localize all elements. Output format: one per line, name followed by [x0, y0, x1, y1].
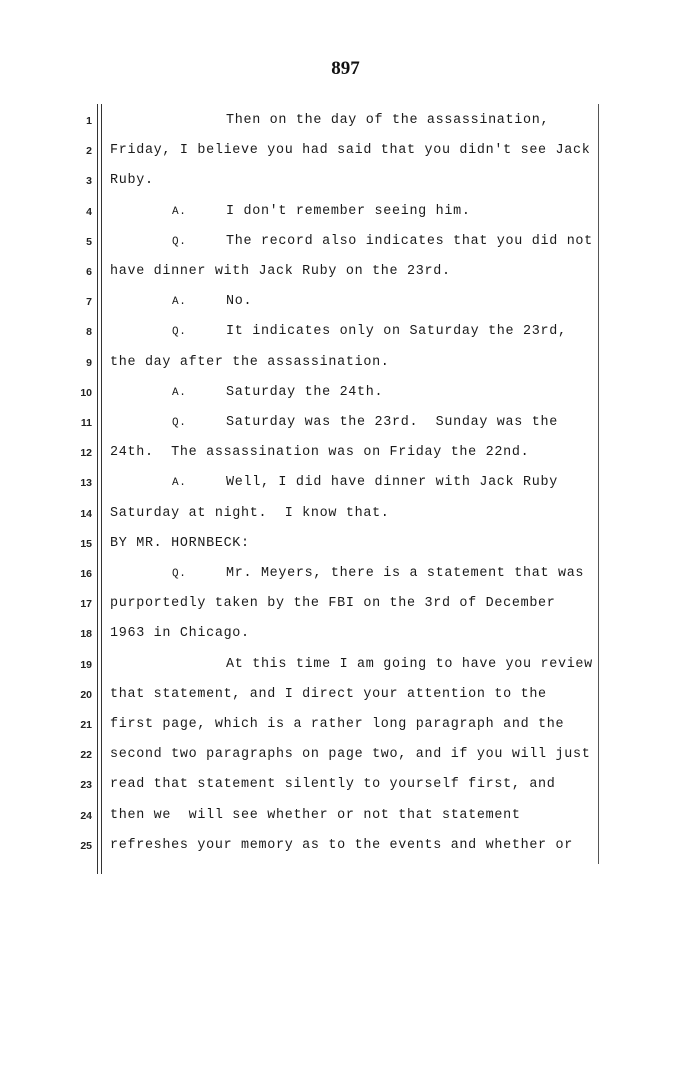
line-number: 16	[80, 568, 92, 580]
transcript-line	[0, 684, 691, 706]
line-text: have dinner with Jack Ruby on the 23rd.	[110, 264, 451, 279]
line-text: Saturday at night. I know that.	[110, 505, 390, 521]
line-number: 22	[80, 749, 92, 762]
line-text: second two paragraphs on page two, and if you will just	[110, 747, 591, 763]
qa-text: No.	[226, 294, 253, 310]
line-text: purportedly taken by the FBI on the 3rd of December	[110, 596, 556, 612]
line-number: 14	[80, 507, 92, 520]
transcript-line	[0, 231, 691, 253]
line-text: At this time I am going to have you review	[226, 656, 593, 672]
transcript-line	[0, 472, 691, 494]
line-number: 13	[80, 477, 92, 490]
transcript-line	[0, 623, 691, 645]
line-number: 8	[86, 326, 92, 339]
transcript-line	[0, 774, 691, 796]
transcript-line	[0, 835, 691, 857]
line-text: 1963 in Chicago.	[110, 626, 250, 642]
transcript-line	[0, 352, 691, 374]
qa-marker: A.	[172, 205, 187, 218]
transcript-line	[0, 533, 691, 555]
qa-marker: Q.	[172, 235, 187, 248]
transcript-line	[0, 412, 691, 434]
line-text: then we will see whether or not that statement	[110, 807, 521, 823]
transcript-line	[0, 654, 691, 676]
line-number: 18	[80, 628, 92, 641]
line-text	[172, 291, 252, 313]
transcript-line	[0, 714, 691, 736]
line-text	[172, 201, 471, 223]
line-number: 4	[86, 205, 92, 218]
transcript-line	[0, 442, 691, 464]
transcript-line	[0, 805, 691, 827]
line-number: 5	[86, 235, 92, 248]
line-number: 1	[86, 115, 92, 127]
qa-text: I don't remember seeing him.	[226, 203, 471, 219]
line-number: 12	[80, 447, 92, 460]
transcript-line	[0, 291, 691, 313]
line-text	[172, 472, 558, 494]
transcript-line	[0, 261, 691, 283]
line-text: Ruby.	[110, 173, 154, 189]
qa-text: Saturday was the 23rd. Sunday was the	[226, 415, 558, 430]
qa-text: It indicates only on Saturday the 23rd,	[226, 324, 567, 340]
transcript-line	[0, 321, 691, 343]
transcript-line	[0, 503, 691, 525]
line-number: 9	[86, 356, 92, 369]
qa-marker: A.	[172, 477, 187, 490]
line-number: 25	[80, 839, 92, 852]
line-text	[172, 321, 567, 343]
line-number: 3	[86, 175, 92, 188]
line-number: 10	[80, 386, 92, 399]
line-number: 24	[80, 809, 92, 822]
line-text: that statement, and I direct your attention to the	[110, 686, 547, 702]
line-text: Then on the day of the assassination,	[226, 113, 550, 128]
line-text	[172, 412, 558, 434]
line-number: 19	[80, 658, 92, 671]
line-text	[172, 563, 584, 585]
line-number: 17	[80, 598, 92, 611]
qa-text: Well, I did have dinner with Jack Ruby	[226, 475, 558, 491]
line-text: read that statement silently to yourself first, and	[110, 777, 556, 793]
transcript-line	[0, 110, 691, 132]
transcript-line	[0, 140, 691, 162]
line-text	[172, 382, 383, 404]
qa-text: Saturday the 24th.	[226, 384, 384, 400]
line-text: first page, which is a rather long paragraph and the	[110, 717, 565, 732]
transcript-line	[0, 593, 691, 615]
transcript-line	[0, 563, 691, 585]
line-text: 24th. The assassination was on Friday the 22nd.	[110, 445, 530, 461]
line-text: Friday, I believe you had said that you didn't see Jack	[110, 143, 591, 159]
qa-marker: A.	[172, 386, 187, 399]
transcript-line	[0, 744, 691, 766]
line-number: 15	[80, 537, 92, 550]
line-number: 20	[80, 688, 92, 701]
qa-marker: A.	[172, 296, 187, 309]
line-text: refreshes your memory as to the events and whether or	[110, 837, 573, 853]
line-number: 11	[80, 417, 92, 429]
line-text: the day after the assassination.	[110, 354, 390, 370]
transcript-line	[0, 170, 691, 192]
qa-marker: Q.	[172, 568, 187, 580]
qa-marker: Q.	[172, 326, 187, 339]
transcript-line	[0, 201, 691, 223]
qa-text: The record also indicates that you did not	[226, 233, 593, 249]
line-number: 2	[86, 145, 92, 158]
line-number: 7	[86, 296, 92, 309]
line-number: 23	[80, 779, 92, 792]
line-text: BY MR. HORNBECK:	[110, 535, 250, 551]
qa-text: Mr. Meyers, there is a statement that was	[226, 566, 585, 581]
line-text	[172, 231, 593, 253]
line-number: 21	[80, 719, 92, 731]
page-number: 897	[331, 58, 360, 79]
line-number: 6	[86, 266, 92, 278]
transcript-line	[0, 382, 691, 404]
qa-marker: Q.	[172, 417, 187, 429]
